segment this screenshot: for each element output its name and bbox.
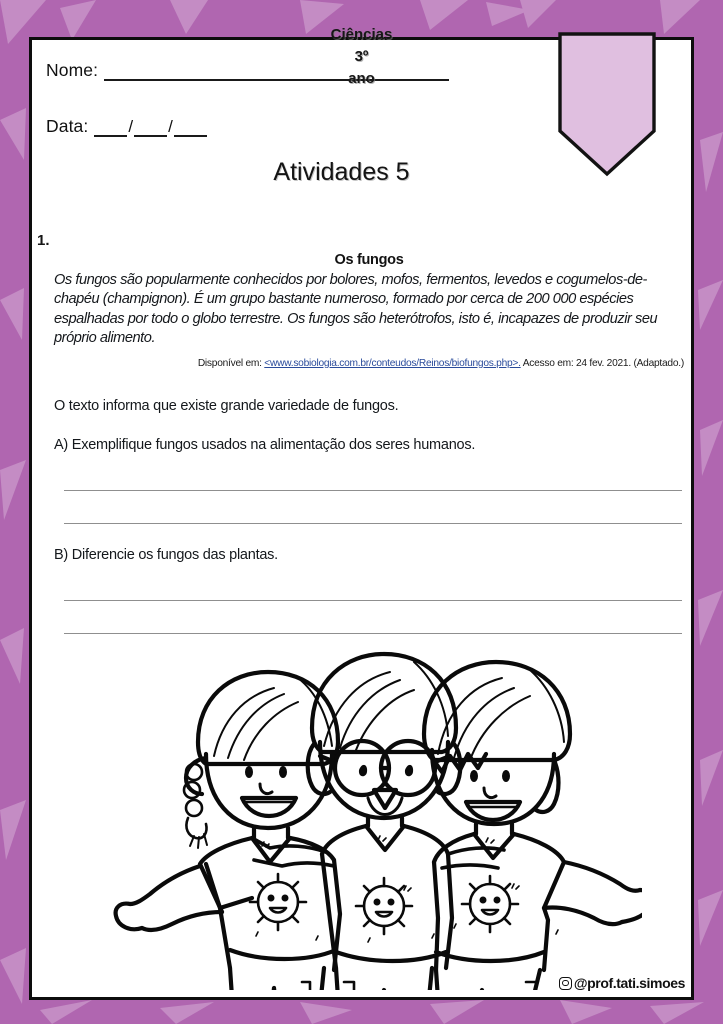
worksheet-page	[29, 37, 694, 1000]
reading-passage	[54, 252, 684, 369]
banner-subject: Ciências	[330, 26, 393, 43]
question-intro-text: O texto informa que existe grande variedade de fungos.	[54, 398, 399, 414]
banner-grade: 3º	[354, 47, 369, 65]
banner-grade-word: ano	[348, 69, 375, 87]
date-month-rule[interactable]	[134, 135, 167, 137]
watermark	[559, 975, 685, 991]
name-label: Nome:	[46, 60, 99, 80]
instagram-icon	[559, 977, 572, 990]
page-title: Atividades 5	[273, 158, 410, 186]
source-suffix: Acesso em: 24 fev. 2021. (Adaptado.)	[522, 357, 684, 369]
question-item-b: B) Diferencie os fungos das plantas.	[54, 547, 278, 563]
source-prefix: Disponível em:	[197, 357, 262, 369]
date-field-row	[46, 116, 207, 137]
answer-line-b-1[interactable]	[64, 600, 682, 601]
reading-passage-title: Os fungos	[334, 252, 404, 268]
answer-line-a-1[interactable]	[64, 490, 682, 491]
date-year-rule[interactable]	[174, 135, 207, 137]
question-number: 1.	[37, 232, 50, 249]
answer-line-a-2[interactable]	[64, 523, 682, 524]
subject-banner-text	[0, 24, 723, 89]
date-slash-2: /	[168, 117, 173, 136]
source-link[interactable]: <www.sobiologia.com.br/conteudos/Reinos/biofungos.php>.	[264, 357, 521, 369]
three-children-illustration	[102, 650, 642, 990]
question-item-a: A) Exemplifique fungos usados na alimentação dos seres humanos.	[54, 437, 476, 453]
date-label: Data:	[46, 116, 89, 136]
answer-line-b-2[interactable]	[64, 633, 682, 634]
date-day-rule[interactable]	[94, 135, 127, 137]
reading-passage-body: Os fungos são popularmente conhecidos por bolores, mofos, fermentos, levedos e cogumelos-de-chapéu (champignon). É um grupo bastante numeroso, formado por cerca de 200 000 espécies espalhadas por todo o globo terrestre. Os fungos são heterótrofos, isto é, incapazes de produzir seu próprio alimento.	[54, 272, 658, 347]
watermark-handle: @prof.tati.simoes	[573, 975, 685, 991]
reading-passage-source	[54, 358, 684, 369]
date-slash-1: /	[128, 117, 134, 136]
